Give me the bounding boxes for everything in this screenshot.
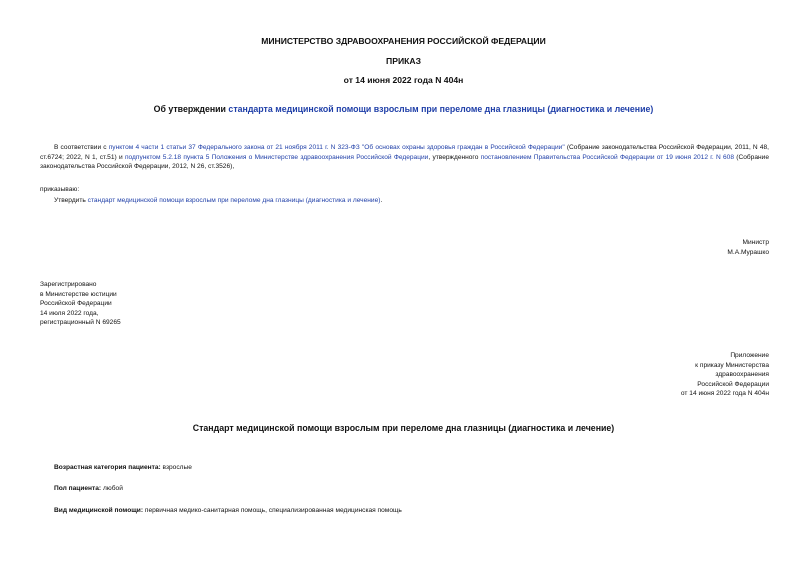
patient-sex-label: Пол пациента: <box>54 485 102 492</box>
order-paragraph <box>54 196 769 206</box>
order-text-2: . <box>380 197 383 204</box>
patient-sex-value: любой <box>101 485 123 492</box>
signature-name: М.А.Мурашко <box>727 249 769 256</box>
date-number-heading: от 14 июня 2022 года N 404н <box>343 75 464 85</box>
preamble-link-decree[interactable]: постановлением Правительства Российской Федерации от 19 июня 2012 г. N 608 <box>480 153 734 161</box>
age-category-label: Возрастная категория пациента: <box>54 464 161 471</box>
order-text-1: Утвердить <box>54 197 88 204</box>
preamble-text-2: (Собрание законодательства Российской Федерации, 2011, N 48, ст.6724; 2022, N 1, ст.51) и <box>40 144 770 161</box>
preamble-link-law[interactable]: пунктом 4 части 1 статьи 37 Федерального закона от 21 ноября 2011 г. N 323-ФЗ "Об основах охраны здоровья граждан в Российской Федерации" <box>108 144 565 151</box>
order-title-prefix: Об утверждении <box>153 104 229 114</box>
registration-block <box>40 280 290 328</box>
preamble-link-regulation[interactable]: подпунктом 5.2.18 пункта 5 Положения о Министерстве здравоохранения Российской Федерации <box>124 153 429 161</box>
appendix-block <box>519 351 769 399</box>
patient-sex-row <box>54 484 769 494</box>
registration-line: регистрационный N 69265 <box>40 319 121 327</box>
registration-line: Российской Федерации <box>40 300 112 308</box>
age-category-row <box>54 463 769 473</box>
care-type-label: Вид медицинской помощи: <box>54 507 144 514</box>
ministry-heading: МИНИСТЕРСТВО ЗДРАВООХРАНЕНИЯ РОССИЙСКОЙ ФЕДЕРАЦИИ <box>261 36 546 46</box>
care-type-row <box>54 506 769 516</box>
appendix-line: Приложение <box>730 352 769 359</box>
appendix-line: к приказу Министерства <box>695 361 769 369</box>
appendix-line: от 14 июня 2022 года N 404н <box>680 390 769 398</box>
order-title-link[interactable]: стандарта медицинской помощи взрослым при переломе дна глазницы (диагностика и лечение) <box>228 104 654 114</box>
doc-type-heading: ПРИКАЗ <box>386 56 421 66</box>
registration-line: Зарегистрировано <box>40 281 97 288</box>
appendix-line: Российской Федерации <box>697 380 769 388</box>
preamble-text-3: , утвержденного <box>428 153 481 161</box>
order-word: приказываю: <box>40 186 80 193</box>
order-link-standard[interactable]: стандарт медицинской помощи взрослым при переломе дна глазницы (диагностика и лечение) <box>87 197 381 204</box>
preamble-text-4: (Собрание законодательства Российской Федерации, 2012, N 26, ст.3526), <box>40 153 769 171</box>
age-category-value: взрослые <box>160 464 192 471</box>
signature-position: Министр <box>742 239 769 246</box>
preamble-text-1: В соответствии с <box>54 144 109 151</box>
preamble-paragraph <box>40 143 769 172</box>
order-title <box>0 104 807 114</box>
registration-line: в Министерстве юстиции <box>40 290 117 298</box>
care-type-value: первичная медико-санитарная помощь, специализированная медицинская помощь <box>143 507 402 514</box>
appendix-line: здравоохранения <box>715 371 769 379</box>
registration-line: 14 июля 2022 года, <box>40 309 99 317</box>
standard-title: Стандарт медицинской помощи взрослым при переломе дна глазницы (диагностика и лечение) <box>192 423 615 433</box>
